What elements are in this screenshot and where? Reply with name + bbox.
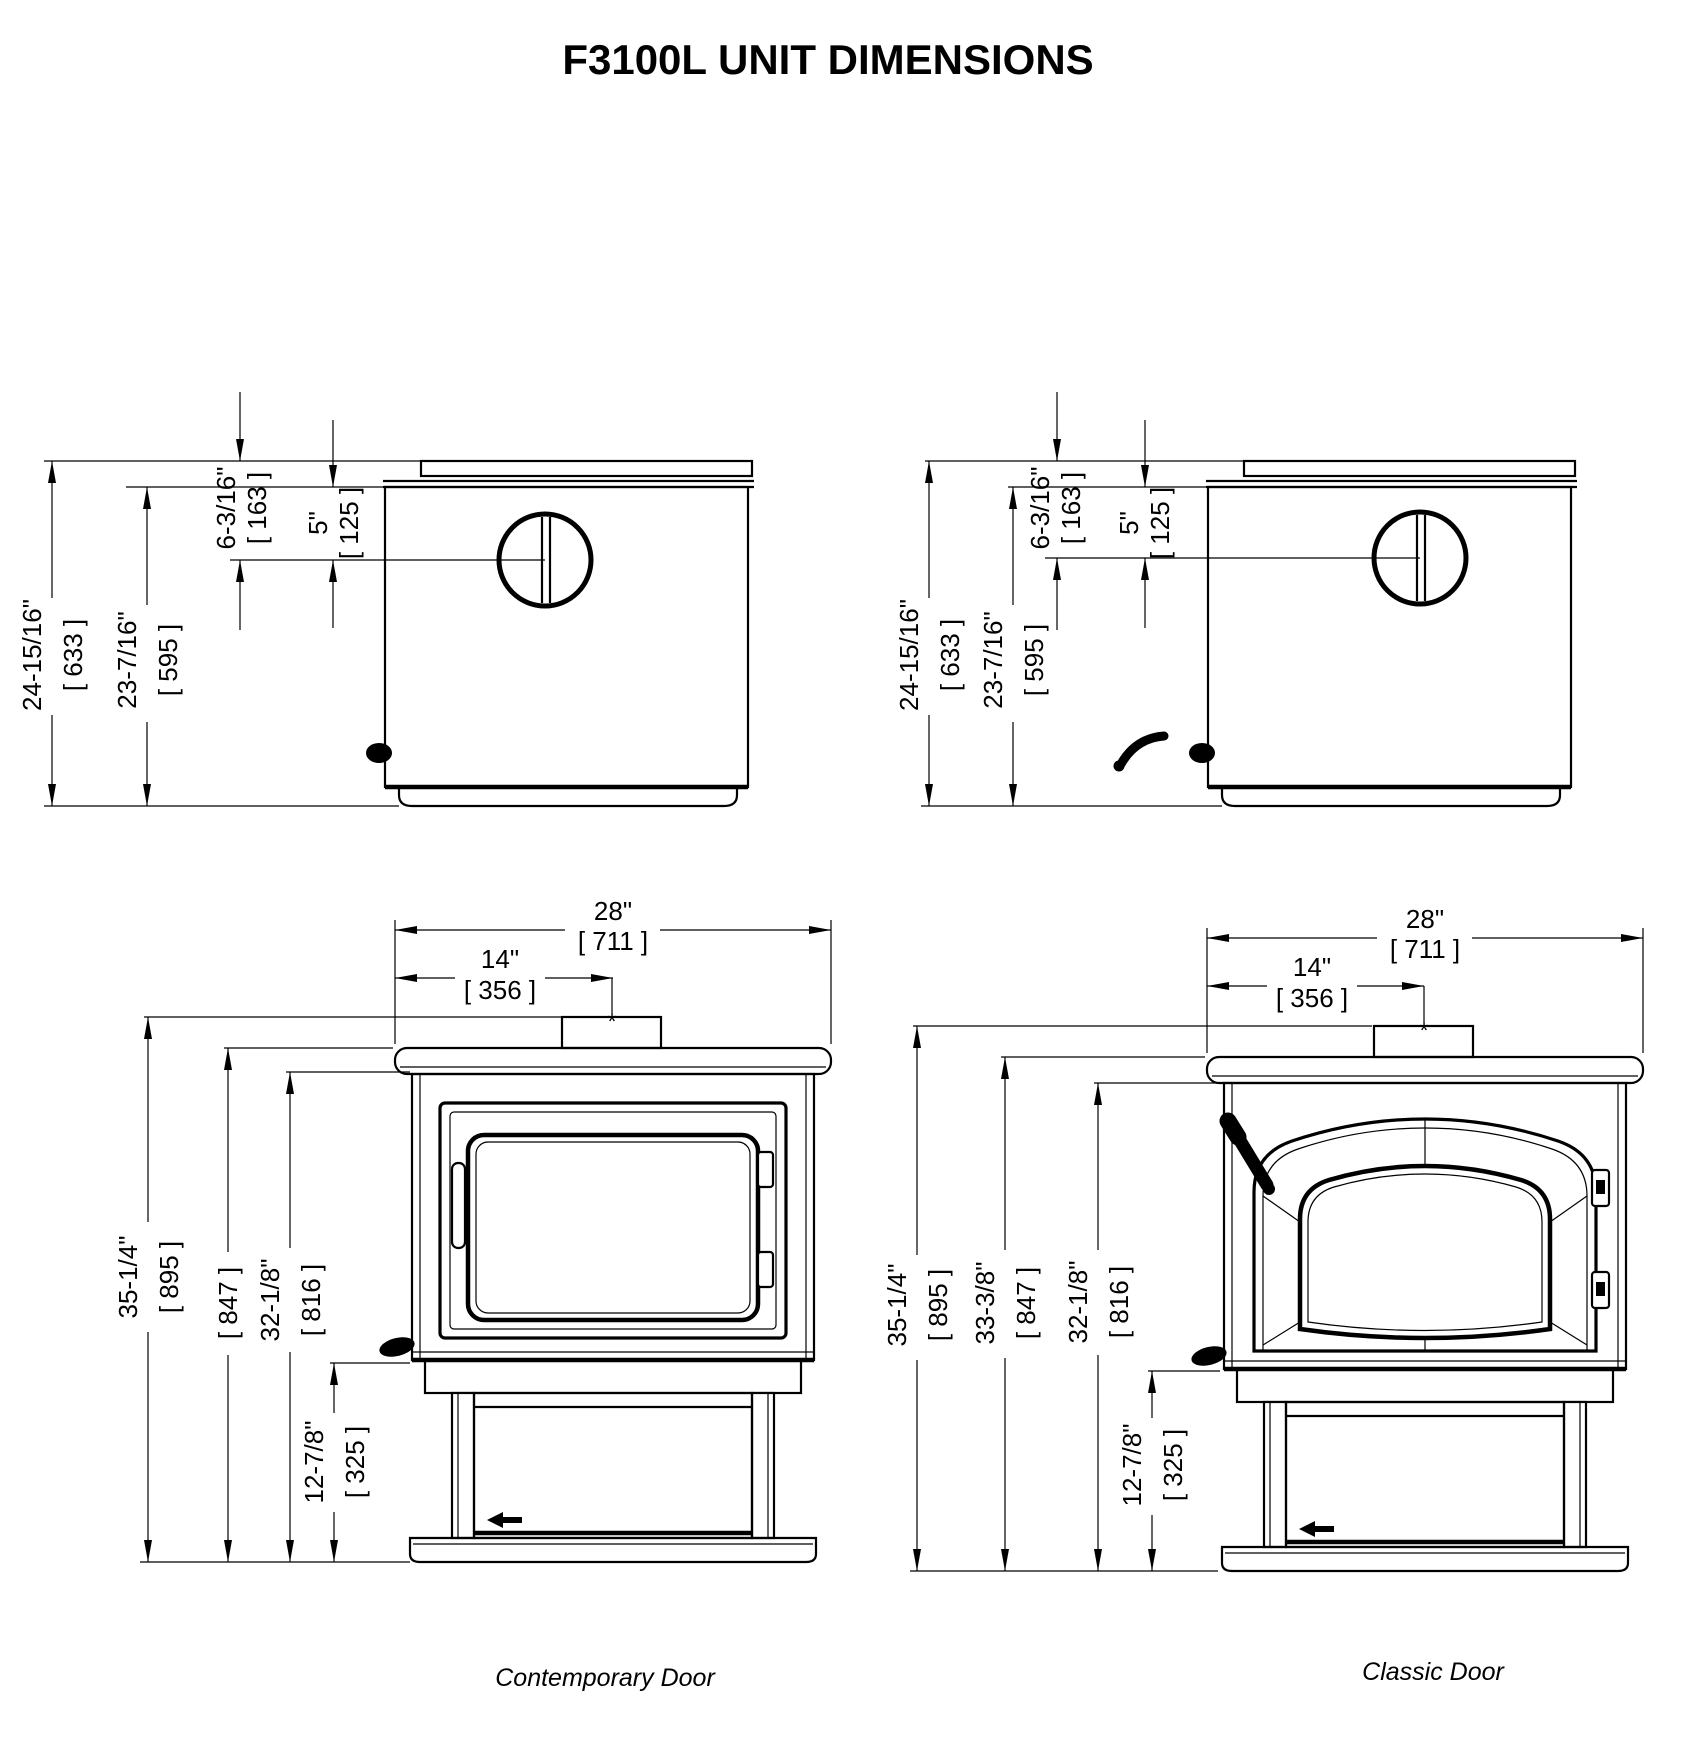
pedestal-leg <box>452 1393 474 1538</box>
dim-pedestal-mm: [ 325 ] <box>1158 1428 1188 1502</box>
bottom-shelf <box>425 1360 801 1393</box>
dim-plate-height-in: 33-3/8" <box>970 1261 1000 1345</box>
dim-flue-top-in: 6-3/16" <box>211 466 241 550</box>
dim-flueoff-mm: [ 356 ] <box>463 975 537 1005</box>
dim-pedestal-in: 12-7/8" <box>299 1420 329 1504</box>
top-plate <box>395 1048 831 1074</box>
dim-width-in: 28" <box>593 896 633 926</box>
dim-flue-top-mm: [ 163 ] <box>242 471 272 545</box>
air-control-knob <box>377 1334 416 1360</box>
front-stove-outline <box>377 1009 831 1562</box>
air-control-knob <box>1189 1343 1228 1369</box>
dim-side-overall-mm: [ 633 ] <box>935 618 965 692</box>
front-view-classic <box>882 904 1643 1686</box>
dim-side-body-mm: [ 595 ] <box>153 623 183 697</box>
flue-center-mark: * <box>607 1009 617 1034</box>
dim-front-overall-in: 35-1/4" <box>882 1263 912 1347</box>
damper-knob <box>1189 743 1215 763</box>
dim-flueoff-in: 14" <box>480 944 520 974</box>
dim-flue-center-mm: [ 125 ] <box>334 486 364 560</box>
dim-flue-center-mm: [ 125 ] <box>1145 486 1175 560</box>
side-dimensions <box>17 392 421 806</box>
dim-side-body-in: 23-7/16" <box>112 611 142 709</box>
bottom-shelf <box>1237 1369 1613 1402</box>
floor-base <box>1222 1547 1628 1571</box>
door-frame <box>440 1103 786 1338</box>
dim-plate-height-mm: [ 847 ] <box>213 1266 243 1340</box>
dim-front-overall-in: 35-1/4" <box>113 1235 143 1319</box>
door-latch-tab <box>758 1252 773 1287</box>
dim-side-body-mm: [ 595 ] <box>1019 623 1049 697</box>
pedestal-base-side <box>399 787 737 806</box>
pedestal-recess <box>1286 1402 1564 1547</box>
dim-flue-center-in: 5" <box>303 511 333 535</box>
dim-width-in: 28" <box>1405 904 1445 934</box>
dim-bodytop-in: 32-1/8" <box>1063 1260 1093 1344</box>
top-plate <box>1207 1057 1643 1083</box>
dim-side-body-in: 23-7/16" <box>978 611 1008 709</box>
pedestal-leg <box>1564 1402 1586 1547</box>
page-title: F3100L UNIT DIMENSIONS <box>562 36 1094 83</box>
dim-bodytop-mm: [ 816 ] <box>1104 1265 1134 1339</box>
dim-side-overall-mm: [ 633 ] <box>58 618 88 692</box>
dim-front-overall-mm: [ 895 ] <box>923 1268 953 1342</box>
ash-drawer-handle <box>487 1512 522 1528</box>
door-handle-lever-side <box>1121 736 1164 764</box>
dim-flueoff-in: 14" <box>1292 952 1332 982</box>
pedestal-leg <box>1264 1402 1286 1547</box>
pedestal-recess <box>474 1393 752 1538</box>
caption-classic: Classic Door <box>1362 1658 1504 1686</box>
pedestal-base-side <box>1222 787 1560 806</box>
top-lid <box>421 461 752 476</box>
dim-pedestal-mm: [ 325 ] <box>340 1425 370 1499</box>
dim-pedestal-in: 12-7/8" <box>1117 1423 1147 1507</box>
door-handle-bar <box>452 1163 465 1248</box>
front-view-contemporary <box>113 896 831 1692</box>
dim-width-mm: [ 711 ] <box>577 926 649 956</box>
door-handle-lever <box>1233 1129 1267 1185</box>
dim-flueoff-mm: [ 356 ] <box>1275 983 1349 1013</box>
flue-center-mark: * <box>1419 1018 1429 1043</box>
front-stove-outline <box>1189 1018 1643 1571</box>
dim-flue-top-mm: [ 163 ] <box>1056 471 1086 545</box>
dim-flue-center-in: 5" <box>1114 511 1144 535</box>
dim-side-overall-in: 24-15/16" <box>17 599 47 711</box>
caption-contemporary: Contemporary Door <box>495 1664 715 1692</box>
side-dimensions <box>894 392 1244 806</box>
side-view-classic <box>894 392 1577 806</box>
dim-flue-top-in: 6-3/16" <box>1025 466 1055 550</box>
dim-width-mm: [ 711 ] <box>1389 934 1461 964</box>
top-lid <box>1244 461 1575 476</box>
floor-base <box>410 1538 816 1562</box>
ash-drawer-handle <box>1299 1521 1334 1537</box>
dim-side-overall-in: 24-15/16" <box>894 599 924 711</box>
damper-knob <box>366 743 392 763</box>
door-latch-tab <box>758 1152 773 1187</box>
dim-front-overall-mm: [ 895 ] <box>154 1240 184 1314</box>
door-window <box>1300 1166 1550 1338</box>
door-window <box>468 1135 758 1320</box>
pedestal-leg <box>752 1393 774 1538</box>
dim-plate-height-mm: [ 847 ] <box>1011 1266 1041 1340</box>
side-view-contemporary <box>17 392 754 806</box>
dim-bodytop-in: 32-1/8" <box>255 1258 285 1342</box>
dim-bodytop-mm: [ 816 ] <box>296 1263 326 1337</box>
